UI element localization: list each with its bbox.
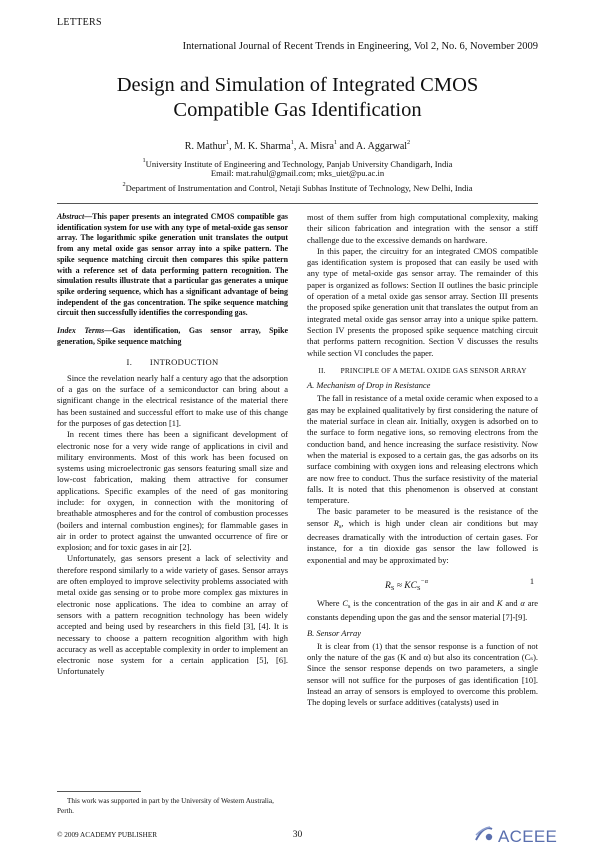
affil-mark: 1 [142,157,146,164]
equation-number: 1 [529,576,534,586]
equation-body [385,576,428,594]
author-affil-mark: 1 [333,139,338,146]
aceee-logo-icon [473,823,495,850]
index-terms-text: Gas identification, Gas sensor array, Spike generation, Spike sequence matching [57,326,288,346]
math-sub: S [390,584,395,592]
paragraph: It is clear from (1) that the sensor response is a function of not only the nature of the gas (K and α) but also its concentration (Cₛ). Since the sensor response depends on two parameters, a single sensor will not suffice for the purposes of gas identification [10]. Instead an array of sensors is employed to overcome this problem. The doping levels or surface additives (catalysts) used in [307,640,538,708]
author-name: R. Mathur [184,141,226,152]
math-exponent: −α [420,577,429,585]
math-sub: s [338,522,342,530]
index-terms [57,326,288,347]
page-number: 30 [292,830,303,840]
paragraph: In this paper, the circuitry for an integrated CMOS compatible gas identification system is proposed that can easily be used with any type of metal-oxide gas sensor array. The remainder of this paper is organized as follows: Section II outlines the basic principle of operation of a metal oxide gas sensor array. Section III presents the proposed spike generation unit that translates the output from an integrated metal oxide gas sensor array into a unique spike pattern. Section IV presents the proposed spike sequence matching circuit that performs pattern recognition. Section V discusses the results while section VI concludes the paper. [307,245,538,358]
section-heading-principle: II. PRINCIPLE OF A METAL OXIDE GAS SENSOR ARRAY [318,365,527,375]
text-run: The basic parameter to be measured is the resistance of the sensor [307,506,538,528]
paragraph [307,598,538,624]
header-rule [57,203,538,204]
journal-header: International Journal of Recent Trends in Engineering, Vol 2, No. 6, November 2009 [182,41,538,52]
left-column [57,212,288,678]
paragraph: In recent times there has been a significant development of electronic nose for a very wide range of applications in civil and military environments. Most of this work has been focused on systems using microelectronic gas sensors featuring small size and low-cost fabrication, making them attractive for consumer applications. Specific examples of the need of gas monitoring include: for oxygen, in connection with the monitoring of breathable atmospheres and for the control of combustion processes (boilers and internal combustion engines); for flammable gases in air in order to protect against the unwanted occurrence of fire or explosion; and for toxic gases in air [2]. [57,429,288,553]
abstract-dash: — [84,212,93,221]
paragraph [307,506,538,565]
title-line-2: Compatible Gas Identification [173,99,422,121]
abstract-text: This paper presents an integrated CMOS compatible gas identification system for use with any type of metal-oxide gas sensor array. The logarithmic spike generation unit translates the output from any metal oxide gas sensor array into a spike pattern. The spike sequence matching circuit then compares this spike pattern with a reference set of data performing pattern recognition. The simulation results illustrate that a particular gas generates a unique spike ordering sequence, which has a significant advantage of being independent of the gas concentration. The spike sequence matching circuit then successfully identifies the corresponding gas. [57,212,288,318]
paragraph: Unfortunately, gas sensors present a lack of selectivity and therefore respond similarly to a wide variety of gases. Sensor arrays are often employed to improve selectivity problems associated with metal oxide gas sensing or to probe more complex gas mixtures in electronic nose applications. The idea to combine an array of sensors with a pattern recognition technology has been widely accepted and being used by researchers in this field [3], [4]. It is necessary to choose a pattern recognition algorithm with high accuracy as well as acceptable complexity in order to implement an electronic nose system for a certain application [5], [6]. Unfortunately [57,553,288,677]
text-run: , which is high under clean air conditions but may decreases dramatically with the introduction of certain gases. For instance, for a tin dioxide gas sensor the law followed is exponential and may be approximated by: [307,517,539,565]
right-column [307,212,538,709]
equation-1 [307,572,538,592]
text-run: and [502,597,521,608]
math-var: R [385,580,391,591]
affiliation-2 [40,179,555,194]
math-sub: S [416,584,421,592]
text-run: are constants depending upon the gas and the sensor material [7]-[9]. [307,597,538,623]
paper-title [40,73,555,123]
paragraph: most of them suffer from high computational complexity, making their silicon fabrication and integration with the sensor a stiff challenge due to the excessive demands on hardware. [307,212,538,245]
index-terms-dash: — [104,326,113,336]
index-terms-label: Index Terms [57,326,105,336]
author-list [40,139,555,152]
footnote-rule [57,791,141,792]
text-run: is the concentration of the gas in air and [350,597,497,608]
author-affil-mark: 1 [290,139,294,146]
logo-text: ACEEE [498,826,558,846]
affil-text: University Institute of Engineering and Technology, Panjab University Chandigarh, India [145,159,453,169]
text-run: Where [317,597,343,608]
math-var: α [520,597,525,608]
paragraph: The fall in resistance of a metal oxide ceramic when exposed to a gas may be explained qualitatively by first considering the nature of the material surface in clean air. Initially, oxygen is adsorbed on to the surface to form negative ions, so removing electrons from the conduction band, and hence increasing the surface resistivity. Now when the material is exposed to a certain gas, the gas adsorbs on its surface combining with oxygen ions and releasing electrons which are now free to conduct. Thus the surface resistivity of the material falls. It is noted that this phenomenon is observed at constant temperature. [307,393,538,506]
subsection-heading-sensor-array: B. Sensor Array [307,627,361,638]
subsection-heading-mechanism: A. Mechanism of Drop in Resistance [307,380,431,391]
affil-mark: 2 [122,181,126,188]
math-var: R [333,517,339,528]
paragraph: Since the revelation nearly half a century ago that the adsorption of a gas on the surface of a semiconductor can bring about a significant change in the electrical resistance of the material there has been sustained and successful effort to make use of this change for the purposes of gas detection [1]. [57,372,288,428]
author-name: , M. K. Sharma [229,141,291,152]
section-heading-introduction: I. INTRODUCTION [126,357,219,368]
author-name: , A. Misra [293,141,334,152]
math-sub: s [347,602,351,610]
math-var: C [342,597,348,608]
affil-text: Department of Instrumentation and Control, Netaji Subhas Institute of Technology, New Delhi, India [125,183,473,193]
title-line-1: Design and Simulation of Integrated CMOS [116,74,479,96]
author-affil-mark: 1 [225,139,230,146]
author-emails: Email: mat.rahul@gmail.com; mks_uiet@pu.ac.in [210,168,385,178]
section-label: LETTERS [57,17,102,28]
author-affil-mark: 2 [407,139,411,146]
math-var: K [496,597,503,608]
abstract [57,212,288,319]
author-name: and A. Aggarwal [337,141,408,152]
copyright: © 2009 ACADEMY PUBLISHER [57,831,158,839]
footnote: This work was supported in part by the University of Western Australia, Perth. [57,797,274,815]
math-text: ≈ KC [394,580,417,591]
abstract-label: Abstract [57,212,85,221]
publisher-logo [473,823,557,850]
